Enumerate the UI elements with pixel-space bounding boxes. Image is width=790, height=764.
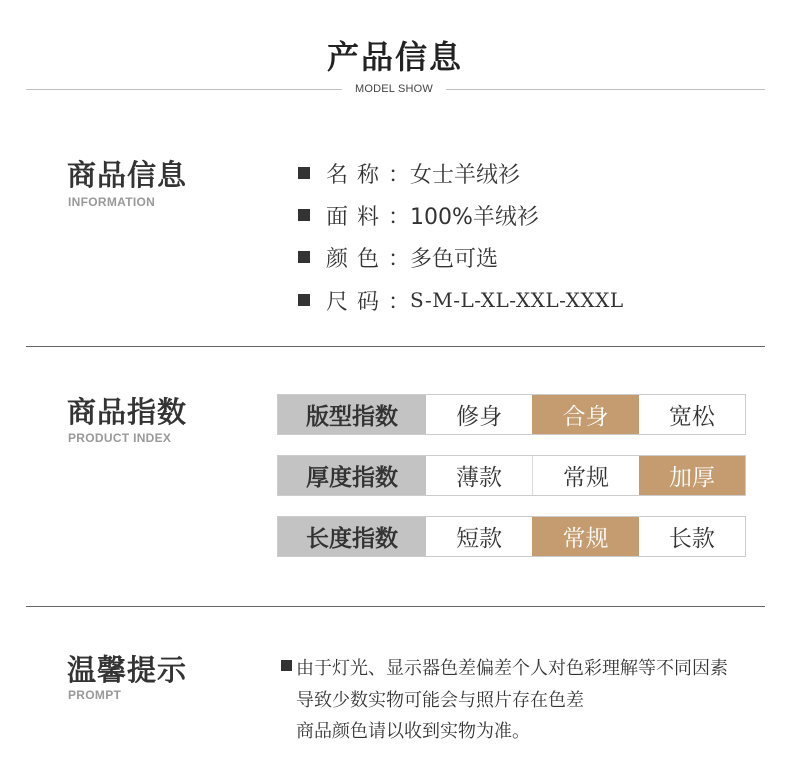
section-title-info: 商品信息 [67, 158, 188, 192]
index-row-length [277, 516, 746, 557]
index-row-thickness [277, 455, 746, 496]
info-row-color [298, 242, 498, 272]
info-row-size [298, 285, 624, 315]
index-option: 加厚 [639, 456, 745, 495]
index-option: 宽松 [668, 404, 715, 430]
info-row-material [298, 200, 539, 230]
index-label: 长度指数 [278, 517, 426, 556]
info-separator: ： [388, 204, 411, 230]
index-option: 长款 [668, 526, 715, 552]
section-subtitle-info: INFORMATION [68, 195, 156, 209]
info-separator: ： [388, 162, 411, 188]
index-label: 版型指数 [278, 395, 426, 434]
square-bullet-icon [298, 294, 310, 306]
info-key: 尺码 [326, 289, 389, 315]
section-divider [26, 606, 765, 607]
info-value: S-M-L-XL-XXL-XXXL [410, 288, 624, 312]
index-option: 短款 [456, 526, 503, 552]
index-option: 薄款 [456, 465, 502, 491]
index-option: 常规 [532, 517, 638, 556]
section-divider [26, 346, 765, 347]
index-label: 厚度指数 [278, 456, 426, 495]
page-subtitle: MODEL SHOW [355, 83, 433, 95]
info-row-name [298, 158, 520, 188]
square-bullet-icon [281, 660, 292, 671]
index-row-fit [277, 394, 746, 435]
info-key: 颜色 [326, 246, 389, 272]
section-title-prompt: 温馨提示 [67, 653, 188, 687]
info-value: 多色可选 [410, 246, 499, 272]
square-bullet-icon [298, 167, 310, 179]
header-rule-right [446, 89, 765, 90]
prompt-line: 商品颜色请以收到实物为准。 [296, 721, 530, 742]
page-title: 产品信息 [326, 38, 463, 76]
section-title-index: 商品指数 [67, 395, 188, 429]
index-option: 合身 [532, 395, 638, 434]
info-separator: ： [388, 246, 411, 272]
index-option: 常规 [532, 456, 639, 495]
info-separator: ： [388, 289, 411, 315]
header-rule-left [26, 89, 342, 90]
section-subtitle-prompt: PROMPT [68, 688, 122, 702]
info-key: 名称 [326, 162, 389, 188]
info-value: 女士羊绒衫 [410, 162, 521, 188]
square-bullet-icon [298, 209, 310, 221]
prompt-line: 导致少数实物可能会与照片存在色差 [296, 690, 584, 711]
index-option: 修身 [456, 404, 503, 430]
square-bullet-icon [298, 251, 310, 263]
info-value: 100%羊绒衫 [410, 204, 539, 230]
section-subtitle-index: PRODUCT INDEX [68, 431, 172, 445]
prompt-line: 由于灯光、显示器色差偏差个人对色彩理解等不同因素 [296, 658, 728, 679]
info-key: 面料 [326, 204, 389, 230]
